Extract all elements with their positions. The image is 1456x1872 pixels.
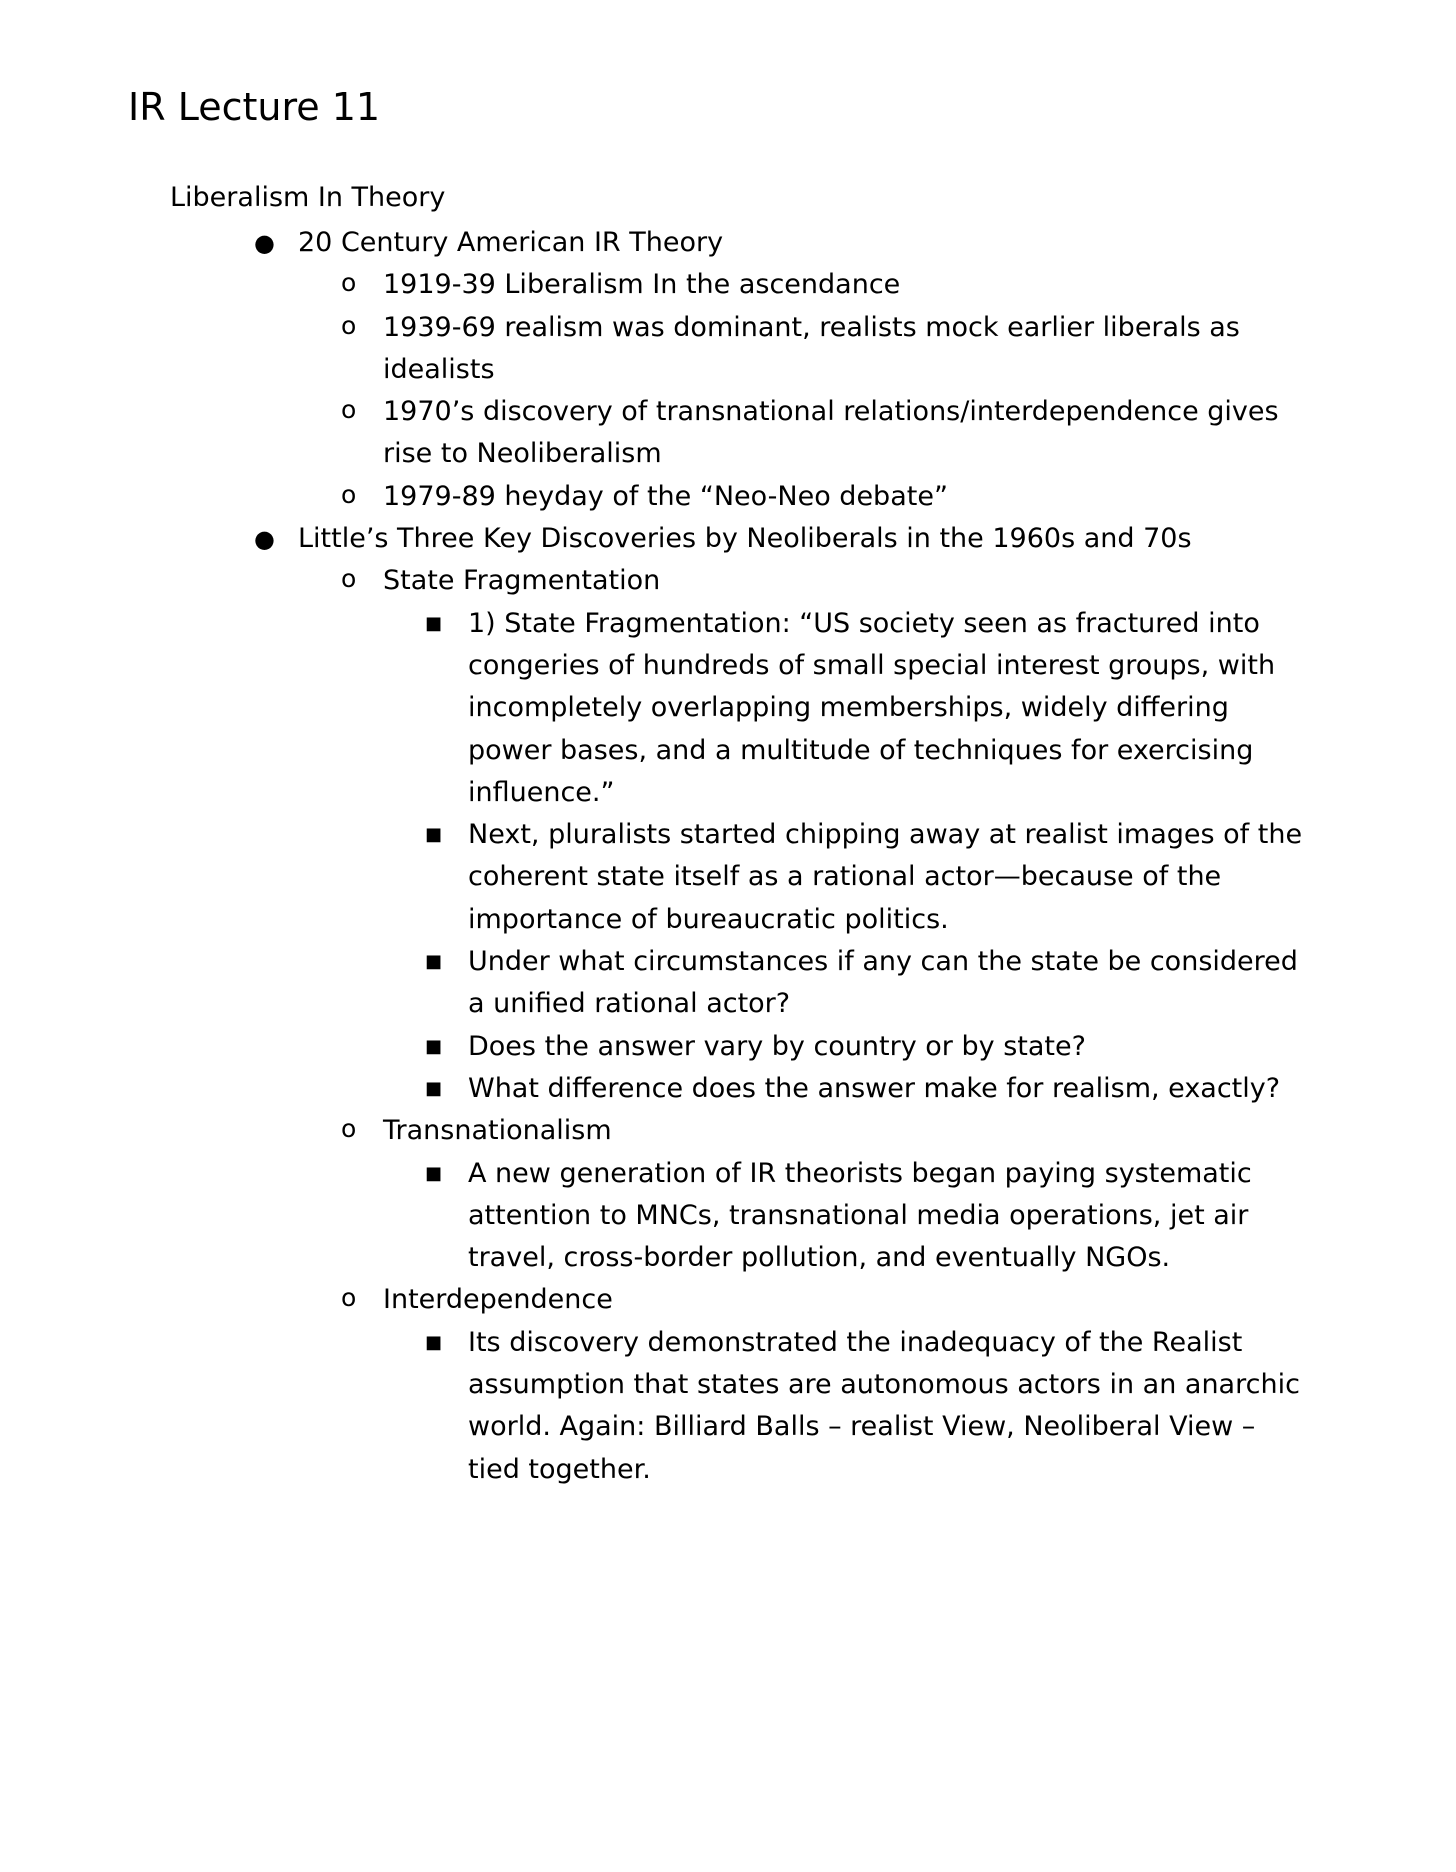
bullet-disc-icon: ● [254, 525, 275, 554]
sub-list-item-text: Interdependence [383, 1284, 613, 1316]
sub-list-item [298, 560, 1303, 1110]
sub-sub-list-item-text: A new generation of IR theorists began paying systematic attention to MNCs, transnational media operations, jet air travel, cross-border pollution, and eventually NGOs. [468, 1157, 1252, 1274]
section-heading: Liberalism In Theory [170, 182, 446, 213]
sub-sub-list-item-text: Under what circumstances if any can the state be considered a unified rational actor? [468, 946, 1298, 1020]
sub-sub-list-item [383, 1068, 1308, 1110]
bullet-square-icon: ■ [425, 824, 443, 846]
sub-list-item-text: 1979-89 heyday of the “Neo-Neo debate” [383, 480, 948, 512]
sub-list-item-text: Transnationalism [383, 1115, 612, 1147]
bullet-circle-icon: o [341, 1114, 357, 1144]
sub-sub-list [383, 1153, 1293, 1280]
sub-sub-list-item-text: Next, pluralists started chipping away at realist images of the coherent state itself as a rational actor—because of the importance of bureaucratic politics. [468, 819, 1303, 935]
list-item [0, 518, 1456, 1491]
bullet-circle-icon: o [341, 564, 357, 594]
sub-sub-list-item [383, 603, 1308, 814]
bullet-square-icon: ■ [425, 1162, 443, 1184]
bullet-circle-icon: o [341, 1283, 357, 1313]
sub-sub-list-item [383, 1026, 1308, 1068]
bullet-circle-icon: o [341, 479, 357, 509]
sub-list-item [298, 476, 1293, 518]
sub-list-item-text: 1939-69 realism was dominant, realists mock earlier liberals as idealists [383, 311, 1240, 385]
bullet-square-icon: ■ [425, 1077, 443, 1099]
bullet-disc-icon: ● [254, 229, 275, 257]
sub-sub-list-item [383, 814, 1308, 941]
sub-sub-list-item-text: Its discovery demonstrated the inadequacy of the Realist assumption that states are autonomous actors in an anarchic world. Again: Billiard Balls – realist View, Neoliberal View – tied together. [468, 1326, 1300, 1485]
sub-list-item-text: 1919-39 Liberalism In the ascendance [383, 269, 901, 301]
list-item-text: Little’s Three Key Discoveries by Neoliberals in the 1960s and 70s [298, 523, 1192, 555]
bullet-square-icon: ■ [425, 1035, 443, 1057]
list-item-text: 20 Century American IR Theory [298, 227, 724, 258]
sub-list-item [298, 307, 1293, 392]
sub-sub-list-item [383, 941, 1308, 1026]
bullet-circle-icon: o [341, 268, 357, 298]
sub-sub-list [383, 1322, 1300, 1491]
sub-sub-list [383, 603, 1303, 1111]
list-item [0, 222, 1456, 518]
bullet-square-icon: ■ [425, 951, 443, 973]
sub-list-item [298, 1110, 1293, 1279]
bullet-square-icon: ■ [425, 612, 443, 634]
sub-list [298, 264, 1456, 518]
page-title: IR Lecture 11 [128, 85, 381, 129]
sub-sub-list-item-text: Does the answer vary by country or by state? [468, 1030, 1086, 1062]
sub-list-item [298, 1279, 1300, 1490]
sub-sub-list-item-text: 1) State Fragmentation: “US society seen as fractured into congeries of hundreds of small special interest groups, with incompletely overlapping memberships, widely differing power bases, and a multitude of techniques for exercising influence.” [468, 607, 1276, 808]
outline-list [0, 222, 1456, 1491]
sub-list [298, 560, 1456, 1491]
bullet-square-icon: ■ [425, 1331, 443, 1353]
sub-list-item-text: State Fragmentation [383, 565, 661, 597]
sub-list-item [298, 264, 1293, 306]
sub-sub-list-item [383, 1322, 1308, 1491]
bullet-circle-icon: o [341, 310, 357, 340]
sub-sub-list-item [383, 1153, 1308, 1280]
sub-list-item-text: 1970’s discovery of transnational relations/interdependence gives rise to Neoliberalism [383, 396, 1279, 470]
bullet-circle-icon: o [341, 395, 357, 425]
sub-list-item [298, 391, 1293, 476]
sub-sub-list-item-text: What difference does the answer make for realism, exactly? [468, 1072, 1281, 1104]
